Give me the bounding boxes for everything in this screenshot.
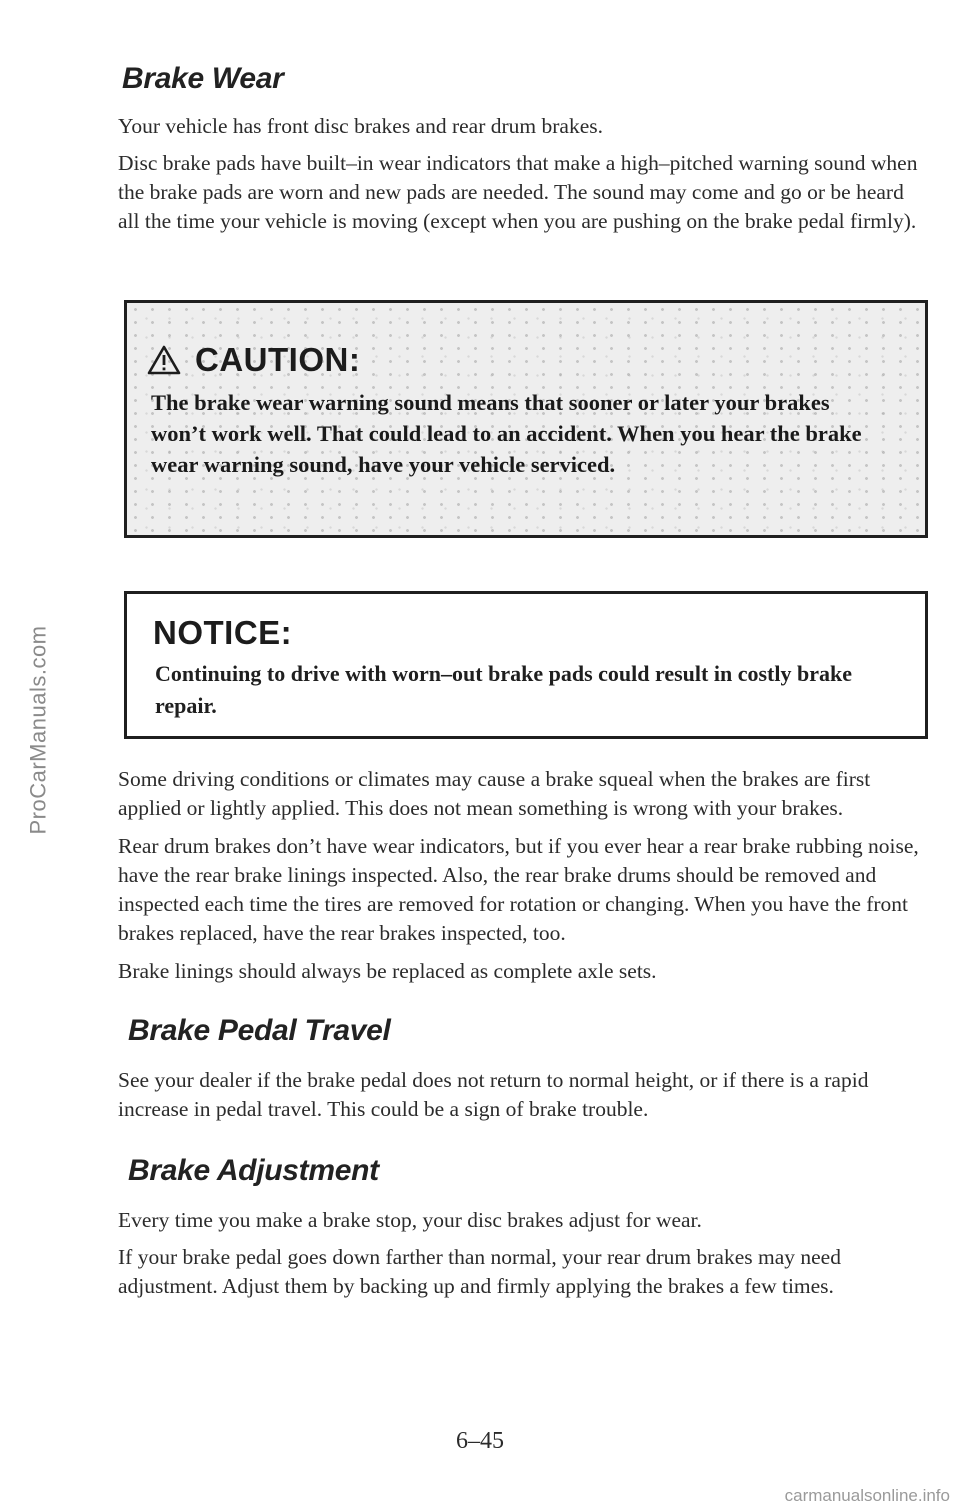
adjustment-paragraph-2: If your brake pedal goes down farther than normal, your rear drum brakes may need adjustment. Adjust them by backing up and firmly applying the brakes a few times. — [118, 1245, 841, 1298]
warning-triangle-icon — [147, 345, 181, 375]
caution-text: The brake wear warning sound means that sooner or later your brakes won’t work well. That could lead to an accident. When you hear the brake wear warning sound, have your vehicle serviced. — [151, 390, 862, 477]
footer-watermark: carmanualsonline.info — [784, 1486, 950, 1505]
page-number: 6–45 — [456, 1428, 504, 1454]
notice-text: Continuing to drive with worn–out brake pads could result in costly brake repair. — [155, 661, 852, 718]
section-brake-wear — [118, 62, 930, 236]
lower-content — [118, 765, 930, 1301]
side-watermark — [18, 420, 58, 1040]
side-watermark-text: ProCarManuals.com — [25, 625, 51, 835]
adjustment-paragraph-1: Every time you make a brake stop, your disc brakes adjust for wear. — [118, 1208, 702, 1232]
caution-box — [124, 300, 928, 538]
section-brake-adjustment — [118, 1154, 930, 1301]
heading-brake-adjustment: Brake Adjustment — [128, 1154, 379, 1187]
body-paragraph-2: Rear drum brakes don’t have wear indicators, but if you ever hear a rear brake rubbing noise, have the rear brake linings inspected. Also, the rear brake drums should be removed and inspected each time the tires are removed for rotation or changing. When you have the front brakes replaced, have the rear brakes inspected, too. — [118, 834, 919, 945]
heading-brake-wear: Brake Wear — [122, 62, 284, 95]
section-brake-pedal-travel — [118, 1014, 930, 1124]
caution-title: CAUTION: — [195, 341, 361, 378]
notice-title: NOTICE: — [153, 614, 293, 651]
body-paragraph-1: Some driving conditions or climates may cause a brake squeal when the brakes are first applied or lightly applied. This does not mean something is wrong with your brakes. — [118, 767, 871, 820]
notice-box — [124, 591, 928, 739]
heading-brake-pedal-travel: Brake Pedal Travel — [128, 1014, 391, 1047]
pedal-travel-paragraph: See your dealer if the brake pedal does not return to normal height, or if there is a rapid increase in pedal travel. This could be a sign of brake trouble. — [118, 1068, 869, 1121]
body-paragraph-3: Brake linings should always be replaced as complete axle sets. — [118, 959, 657, 983]
caution-header — [147, 341, 360, 379]
brake-wear-paragraph-2: Disc brake pads have built–in wear indicators that make a high–pitched warning sound when the brake pads are worn and new pads are needed. The sound may come and go or be heard all the time your vehicle is moving (except when you are pushing on the brake pedal firmly). — [118, 151, 918, 233]
brake-wear-paragraph-1: Your vehicle has front disc brakes and rear drum brakes. — [118, 114, 603, 138]
